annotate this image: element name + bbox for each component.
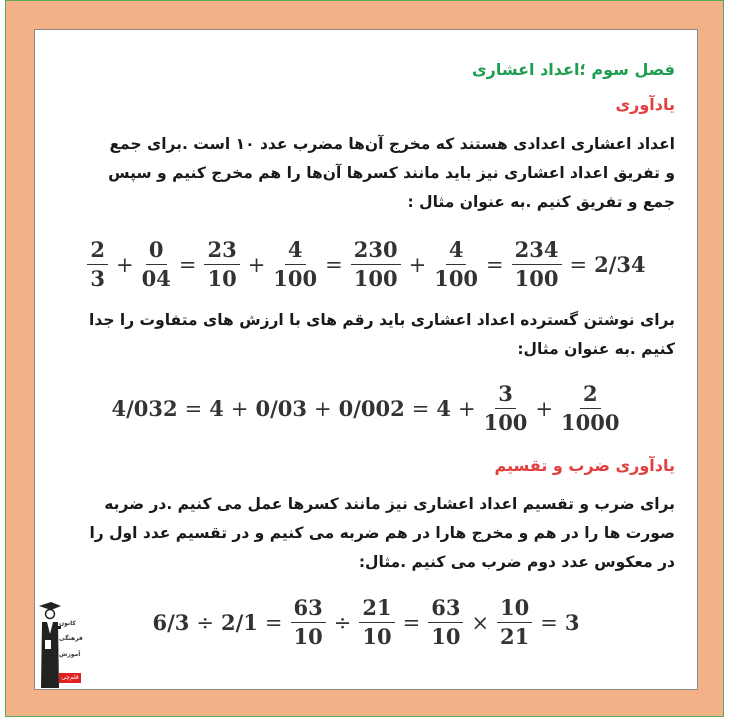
term: 0/03 bbox=[255, 396, 307, 421]
fraction: $\frac{2}{1000}$ bbox=[561, 381, 620, 435]
term: 4 bbox=[436, 396, 451, 421]
result: 3 bbox=[564, 610, 580, 635]
fraction: $\frac{63}{10}$ bbox=[428, 596, 463, 649]
fraction: $\frac{2}{3}$ bbox=[87, 238, 108, 291]
operator: = bbox=[569, 252, 588, 277]
publisher-logo bbox=[37, 600, 83, 690]
operator: = bbox=[402, 610, 421, 635]
operator: ÷ bbox=[196, 610, 214, 635]
paragraph-line: برای ضرب و تقسیم اعداد اعشاری نیز مانند کسرها عمل می کنیم .در ضربه bbox=[104, 495, 675, 513]
operator: + bbox=[535, 396, 554, 421]
operator: = bbox=[486, 252, 504, 277]
term: 4 bbox=[209, 396, 224, 421]
term: 2/1 bbox=[221, 610, 258, 635]
paragraph-line: صورت ها را در هم و مخرج هارا در هم ضربه می کنیم و در تقسیم عدد اول را bbox=[89, 524, 675, 542]
fraction: $\frac{4}{100}$ bbox=[273, 237, 318, 291]
result: 2/34 bbox=[594, 252, 646, 277]
fraction: $\frac{230}{100}$ bbox=[351, 238, 401, 291]
operator: = bbox=[325, 252, 343, 277]
term: 4/032 bbox=[111, 396, 178, 421]
logo-badge: قلم‌چی bbox=[59, 673, 81, 683]
graduate-icon bbox=[37, 600, 61, 690]
paragraph-decimal-definition bbox=[57, 130, 675, 217]
fraction: $\frac{3}{100}$ bbox=[483, 381, 528, 435]
paragraph-line: در معکوس عدد دوم ضرب می کنیم .مثال: bbox=[358, 553, 675, 571]
fraction: $\frac{234}{100}$ bbox=[512, 238, 562, 291]
logo-line: کانون bbox=[59, 620, 76, 627]
section-heading-reminder: یادآوری bbox=[615, 95, 675, 114]
operator: × bbox=[471, 610, 490, 635]
operator: = bbox=[411, 396, 430, 421]
term: 0/002 bbox=[338, 396, 405, 421]
fraction: $\frac{21}{10}$ bbox=[359, 596, 394, 649]
paragraph-multiply-divide bbox=[57, 490, 675, 577]
fraction: $\frac{10}{21}$ bbox=[497, 596, 532, 649]
equation-expanded-form bbox=[35, 382, 697, 435]
logo-line: آموزش bbox=[59, 651, 81, 658]
operator: + bbox=[408, 252, 427, 277]
operator: ÷ bbox=[333, 610, 352, 635]
paragraph-line: اعداد اعشاری اعدادی هستند که مخرج آن‌ها مضرب عدد ۱۰ است .برای جمع bbox=[109, 135, 675, 153]
fraction: $\frac{0}{04}$ bbox=[141, 237, 171, 291]
operator: = bbox=[264, 610, 283, 635]
operator: = bbox=[540, 610, 558, 635]
chapter-title: فصل سوم ؛اعداد اعشاری bbox=[471, 60, 675, 79]
paragraph-expanded-form bbox=[57, 306, 675, 364]
paragraph-line: برای نوشتن گسترده اعداد اعشاری باید رقم های با ارزش های متفاوت را جدا bbox=[89, 311, 675, 329]
equation-division bbox=[35, 596, 697, 649]
operator: + bbox=[230, 396, 249, 421]
fraction: $\frac{23}{10}$ bbox=[204, 238, 239, 291]
operator: + bbox=[457, 396, 476, 421]
equation-addition bbox=[35, 238, 697, 291]
fraction: $\frac{4}{100}$ bbox=[434, 237, 479, 291]
fraction: $\frac{63}{10}$ bbox=[291, 596, 326, 649]
operator: + bbox=[116, 252, 134, 277]
paragraph-line: کنیم .به عنوان مثال: bbox=[517, 340, 675, 358]
logo-line: فرهنگی bbox=[59, 635, 83, 642]
term: 6/3 bbox=[152, 610, 190, 635]
paragraph-line: جمع و تفریق کنیم .به عنوان مثال : bbox=[407, 193, 675, 211]
operator: + bbox=[314, 396, 332, 421]
paragraph-line: و تفریق اعداد اعشاری نیز باید مانند کسرها آن‌ها را هم مخرج کنیم و سپس bbox=[108, 164, 675, 182]
operator: = bbox=[178, 252, 197, 277]
operator: + bbox=[247, 252, 266, 277]
operator: = bbox=[184, 396, 203, 421]
content-panel bbox=[34, 29, 698, 690]
section-heading-multiply-divide: یادآوری ضرب و تقسیم bbox=[494, 456, 675, 475]
